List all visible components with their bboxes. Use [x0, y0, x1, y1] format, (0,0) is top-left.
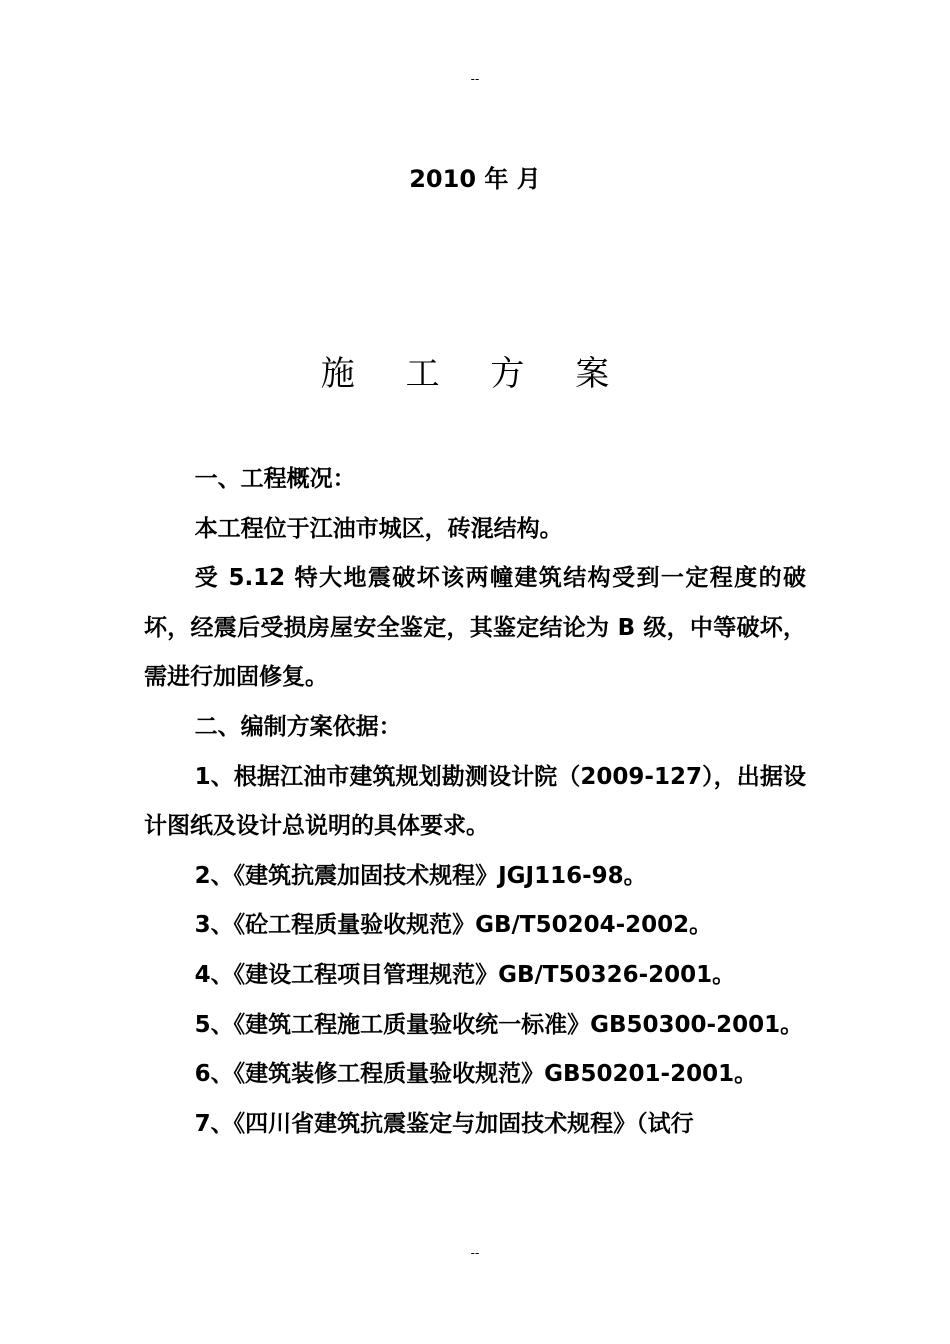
paragraph-damage: 受 5.12 特大地震破坏该两幢建筑结构受到一定程度的破坏，经震后受损房屋安全鉴定，其鉴定结论为 B 级，中等破坏，需进行加固修复。	[144, 565, 806, 691]
basis-item-3: 3、《砼工程质量验收规范》GB/T50204-2002。	[194, 912, 713, 939]
basis-item-5: 5、《建筑工程施工质量验收统一标准》GB50300-2001。	[194, 1011, 804, 1038]
document-title: 施 工 方 案	[320, 354, 630, 394]
section-heading-overview: 一、工程概况：	[194, 466, 356, 492]
basis-item-1: 1、根据江油市建筑规划勘测设计院（2009-127），出据设计图纸及设计总说明的具体要求。	[144, 763, 806, 840]
paragraph-location: 本工程位于江油市城区，砖混结构。	[194, 515, 563, 542]
basis-item-2: 2、《建筑抗震加固技术规程》JGJ116-98。	[194, 862, 647, 889]
basis-item-7: 7、《四川省建筑抗震鉴定与加固技术规程》（试行	[194, 1110, 694, 1137]
basis-item-6: 6、《建筑装修工程质量验收规范》GB50201-2001。	[194, 1061, 758, 1088]
section-heading-basis: 二、编制方案依据：	[194, 713, 402, 740]
document-body	[144, 455, 806, 1149]
document-date: 2010 年 月	[409, 165, 541, 193]
basis-item-4: 4、《建设工程项目管理规范》GB/T50326-2001。	[194, 961, 736, 988]
page-footer-mark: --	[470, 1246, 480, 1260]
page-header-mark: --	[470, 72, 480, 86]
